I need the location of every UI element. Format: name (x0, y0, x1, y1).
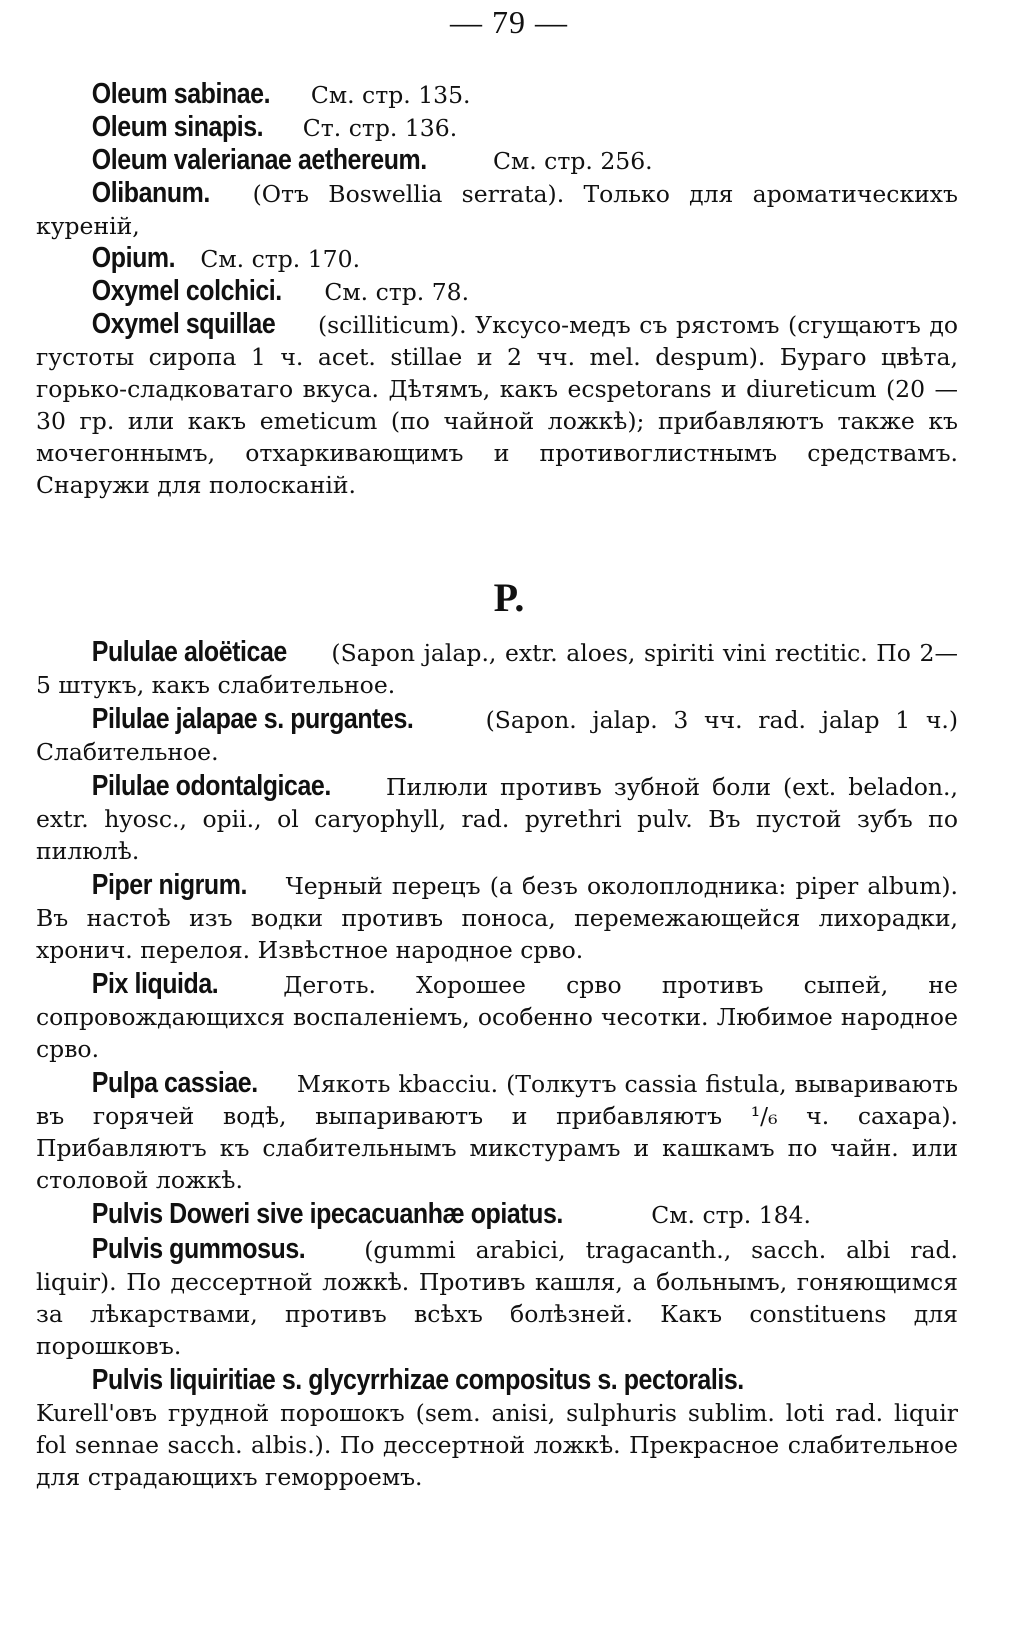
entry-headword: Oxymel colchici. (91, 275, 282, 307)
entry-headword: Pulpa cassiae. (91, 1067, 258, 1099)
entry-headword: Pilulae jalapae s. purgantes. (91, 703, 414, 735)
entry-text: См. стр. 78. (324, 278, 470, 306)
entries-bottom (36, 634, 958, 1493)
entry-text: Ст. стр. 136. (302, 114, 458, 142)
entry-text: Пилюли противъ зубной боли (ext. beladon., extr. hyosc., opii., ol caryophyll, rad. pyrethri pulv. Въ пустой зубъ по пилюлѣ. (36, 773, 958, 865)
entry (36, 144, 958, 177)
entry-headword: Oleum sabinae. (91, 78, 271, 110)
entry-text: См. стр. 170. (200, 245, 361, 273)
entry-headword: Opium. (91, 242, 176, 274)
section-letter: P. (493, 575, 525, 620)
entry-text: См. стр. 184. (651, 1201, 811, 1229)
entry-headword: Oleum sinapis. (91, 111, 264, 143)
entry-headword: Pulvis gummosus. (91, 1233, 306, 1265)
entry (36, 275, 958, 308)
entry-text: См. стр. 256. (492, 147, 653, 175)
entry-text: Черный перецъ (а безъ околоплодника: piper album). Въ настоѣ изъ водки противъ поноса, перемежающейся лихорадки, хронич. перелоя. Извѣстное народное срво. (36, 872, 958, 964)
entry (36, 111, 958, 144)
entry-text: (Отъ Boswellia serrata). Только для ароматическихъ куреній, (36, 180, 958, 240)
entries-top (36, 78, 958, 501)
entry-text: (Sapon jalap., extr. aloes, spiriti vini rectitic. По 2—5 штукъ, какъ слабительное. (36, 639, 958, 699)
entry (36, 968, 958, 1065)
entry (36, 1198, 958, 1231)
entry-headword: Pululae aloëticae (91, 636, 287, 668)
entry-text: (Sapon. jalap. 3 чч. rad. jalap 1 ч.) Слабительное. (36, 706, 958, 766)
entry-text: Деготь. Хорошее срво противъ сыпей, не сопровождающихся воспаленіемъ, особенно чесотки. Любимое народное срво. (36, 971, 958, 1063)
entry (36, 1067, 958, 1196)
entry-text: Kurell'овъ грудной порошокъ (sem. anisi, sulphuris sublim. loti rad. liquir fol sennae sacch. albis.). По дессертной ложкѣ. Прекрасное слабительное для страдающихъ геморроемъ. (36, 1399, 958, 1491)
entry-text: См. стр. 135. (310, 81, 471, 109)
entry (36, 770, 958, 867)
entry-headword: Pulvis Doweri sive ipecacuanhæ opiatus. (91, 1198, 563, 1230)
entry (36, 177, 958, 242)
entry-headword: Pilulae odontalgicae. (91, 770, 331, 802)
entry (36, 1364, 958, 1493)
page-number: — 79 — (450, 4, 568, 40)
entry-text: (scilliticum). Уксусо-медъ съ рястомъ (сгущаютъ до густоты сиропа 1 ч. acet. stillae и 2 чч. mel. despum). Бураго цвѣта, горько-сладковатаго вкуса. Дѣтямъ, какъ ecspetorans и diureticum (20 — 30 гр. или какъ emeticum (по чайной ложкѣ); прибавляютъ также къ мочегоннымъ, отхаркивающимъ и противоглистнымъ средствамъ. Снаружи для полосканій. (36, 311, 958, 499)
entry (36, 703, 958, 768)
entry (36, 242, 958, 275)
entry (36, 78, 958, 111)
entry (36, 869, 958, 966)
entry (36, 1233, 958, 1362)
entry-text: Мякоть kbacciu. (Толкутъ cassia fistula, вываривають въ горячей водѣ, выпариваютъ и прибавляютъ ¹/₆ ч. сахара). Прибавляютъ къ слабительнымъ микстурамъ и кашкамъ по чайн. или столовой ложкѣ. (36, 1070, 958, 1194)
entry (36, 636, 958, 701)
entry-headword: Oxymel squillae (91, 308, 276, 340)
entry-headword: Piper nigrum. (91, 869, 247, 901)
entry (36, 308, 958, 501)
entry-headword: Pix liquida. (91, 968, 219, 1000)
entry-text: (gummi arabici, tragacanth., sacch. albi rad. liquir). По дессертной ложкѣ. Противъ кашля, а больнымъ, гоняющимся за лѣкарствами, противъ всѣхъ болѣзней. Какъ constituens для порошковъ. (36, 1236, 958, 1360)
entry-headword: Oleum valerianae aethereum. (91, 144, 427, 176)
entry-headword: Olibanum. (91, 177, 210, 209)
entry-headword: Pulvis liquiritiae s. glycyrrhizae compositus s. pectoralis. (91, 1364, 744, 1396)
